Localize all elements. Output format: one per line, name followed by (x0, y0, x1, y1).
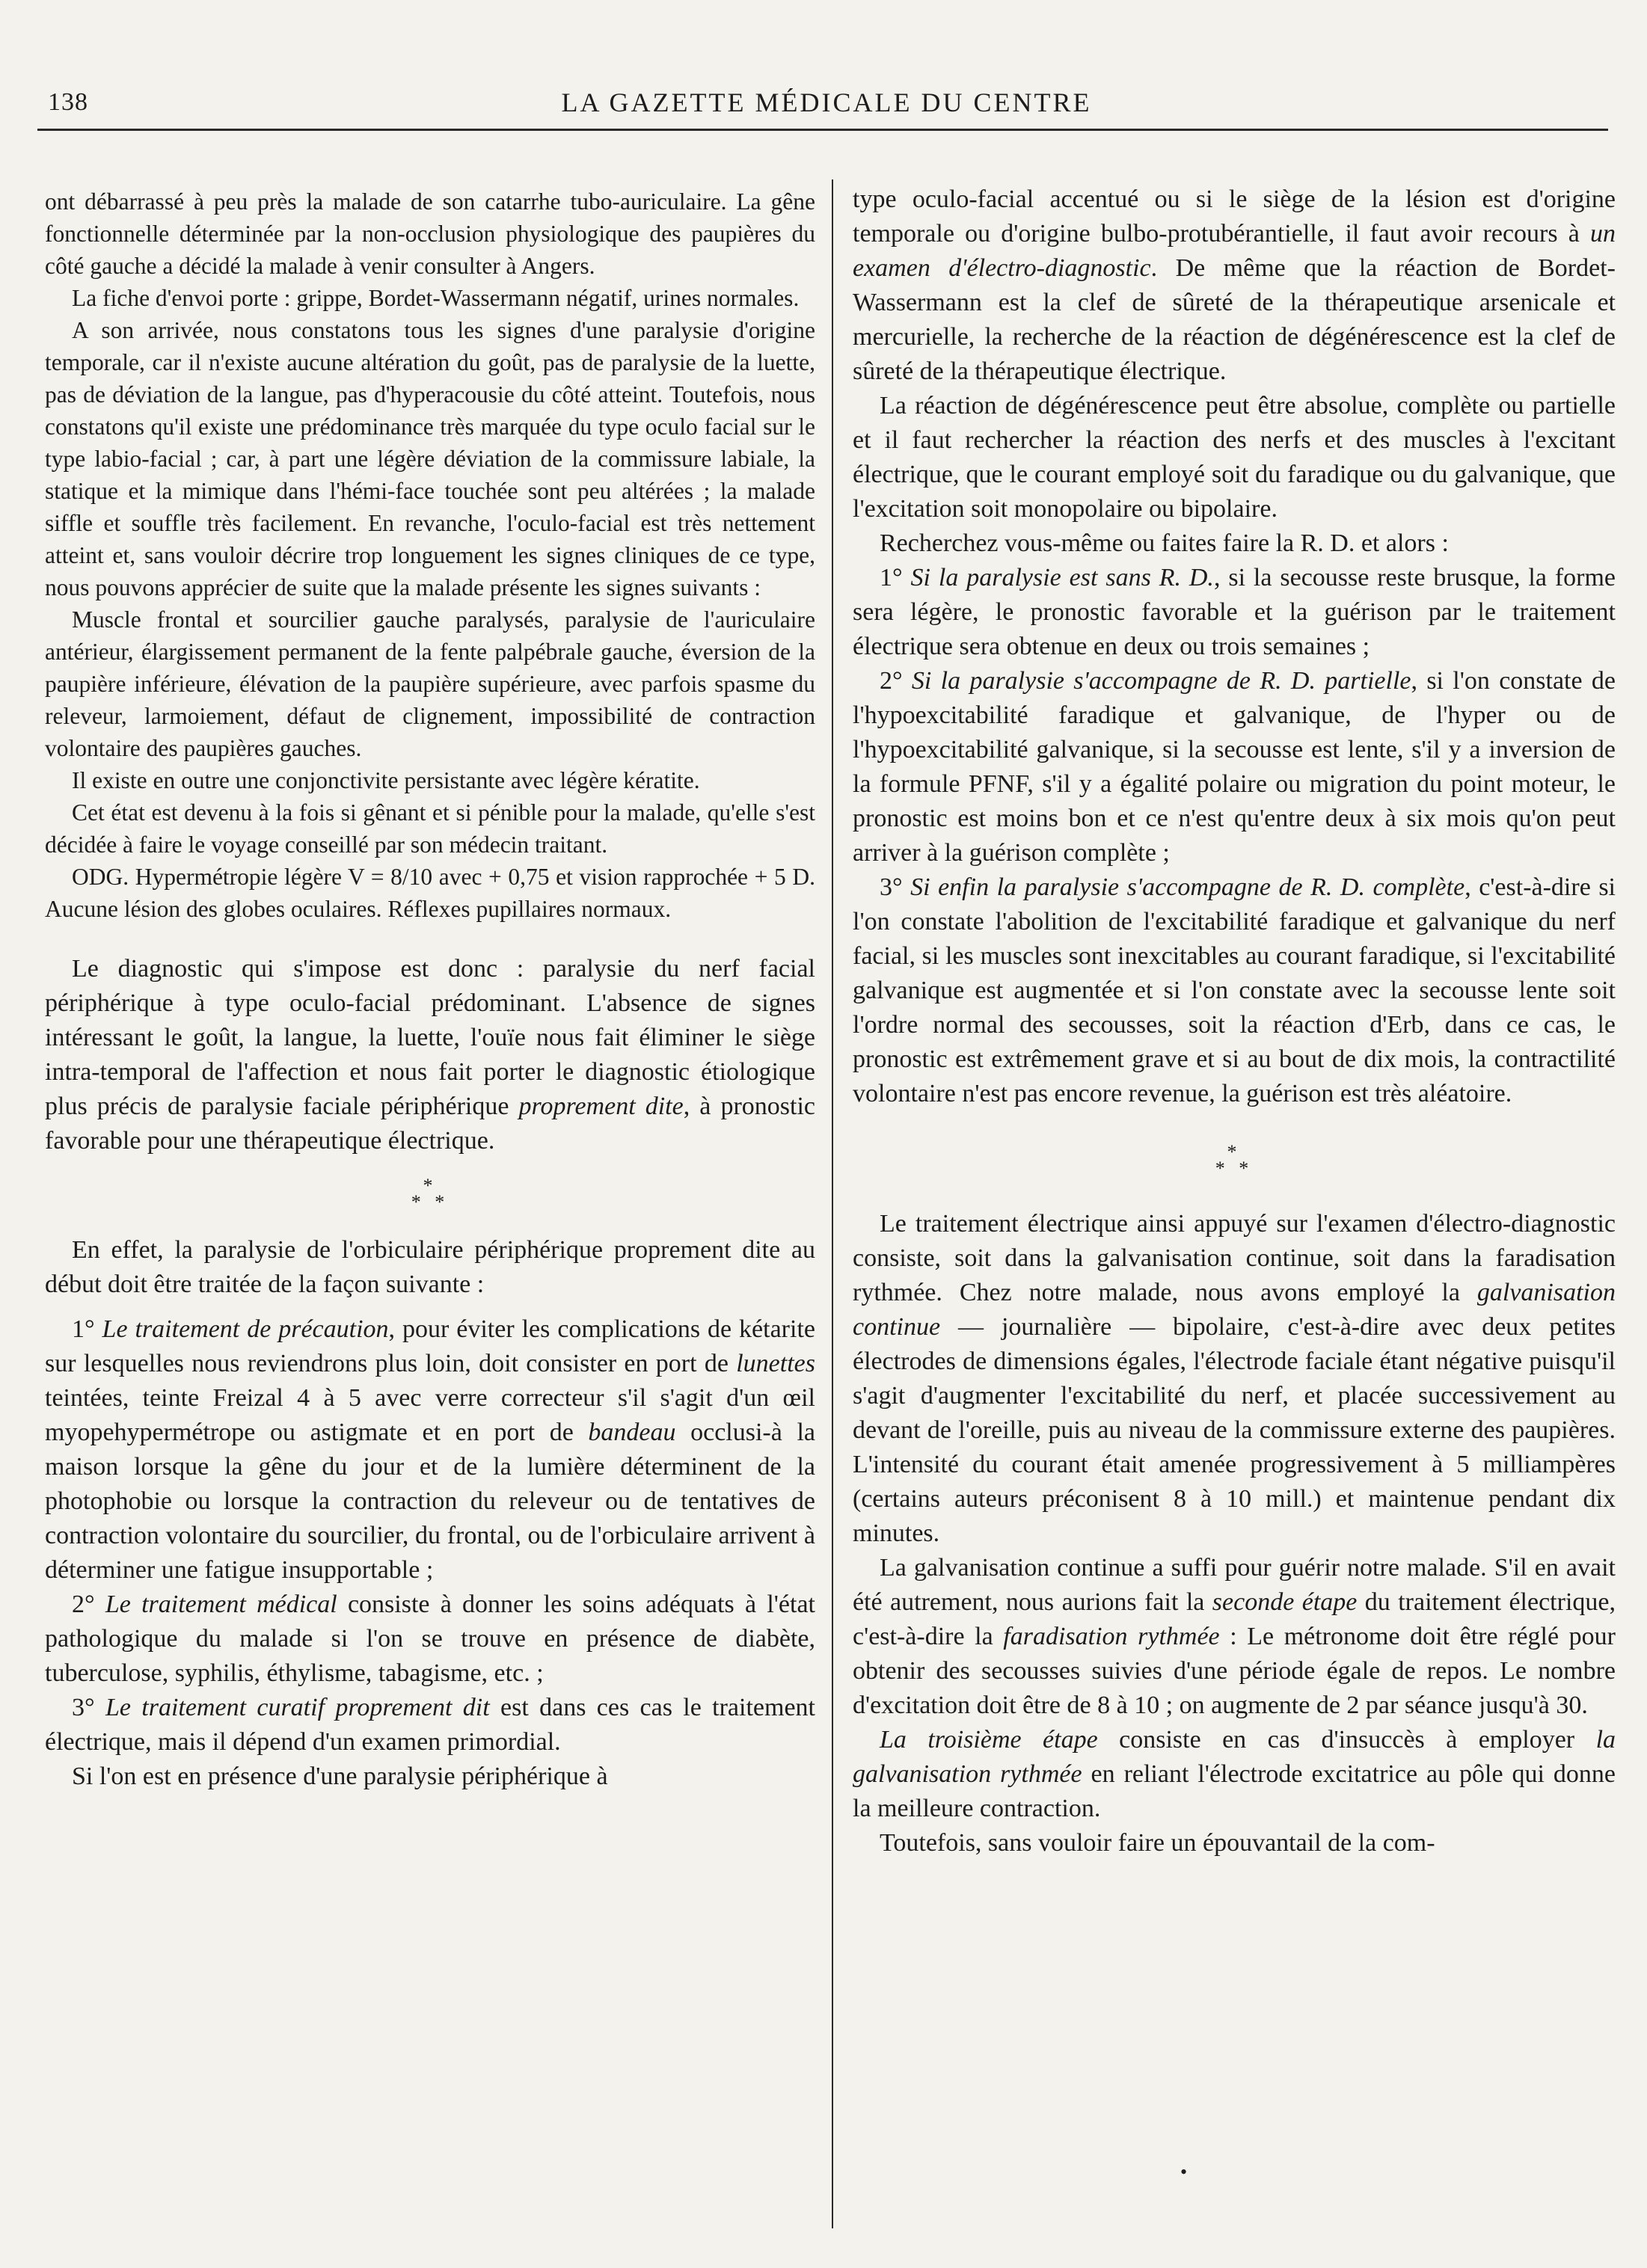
paragraph: En effet, la paralysie de l'orbiculaire périphérique proprement dite au début doit être traitée de la façon suivante : (45, 1236, 815, 1298)
paragraph: ODG. Hypermétropie légère V = 8/10 avec + 0,75 et vision rapprochée + 5 D. Aucune lésion des globes oculaires. Réflexes pupillaires normaux. (45, 864, 815, 922)
paragraph: Le diagnostic qui s'impose est donc : paralysie du nerf facial périphérique à type oculo-facial prédominant. L'absence de signes intéressant le goût, la langue, la luette, l'ouïe nous fait éliminer le siège intra-temporal de l'affection et nous fait porter le diagnostic étiologique plus précis de paralysie faciale périphérique proprement dite, à pronostic favorable pour une thérapeutique électrique. (45, 955, 815, 1155)
paragraph: La réaction de dégénérescence peut être absolue, complète ou partielle et il faut rechercher la réaction des nerfs et des muscles à l'excitant électrique, que le courant employé soit du faradique ou du galvanique, que l'excitation soit monopolaire ou bipolaire. (853, 392, 1616, 523)
left-column (45, 185, 815, 1794)
paragraph: 3° Le traitement curatif proprement dit est dans ces cas le traitement électrique, mais il dépend d'un examen primordial. (45, 1694, 815, 1756)
paragraph: type oculo-facial accentué ou si le siège de la lésion est d'origine temporale ou d'origine bulbo-protubérantielle, il faut avoir recours à un examen d'électro-diagnostic. De même que la réaction de Bordet-Wassermann est la clef de sûreté de la thérapeutique arsenicale et mercurielle, la recherche de la réaction de dégénérescence est la clef de sûreté de la thérapeutique électrique. (853, 185, 1616, 385)
paragraph: Muscle frontal et sourcilier gauche paralysés, paralysie de l'auriculaire antérieur, élargissement permanent de la fente palpébrale gauche, éversion de la paupière inférieure, élévation de la paupière supérieure, avec parfois spasme du releveur, larmoiement, défaut de clignement, impossibilité de contraction volontaire des paupières gauches. (45, 606, 815, 761)
page-header (45, 81, 1608, 126)
section-separator: * * * (1215, 1141, 1254, 1179)
paragraph: 1° Le traitement de précaution, pour éviter les complications de kétarite sur lesquelles nous reviendrons plus loin, doit consister en port de lunettes teintées, teinte Freizal 4 à 5 avec verre correcteur s'il s'agit d'un œil myopehypermétrope ou astigmate et en port de bandeau occlusi-à la maison lorsque la gêne du jour et de la lumière déterminent de la photophobie ou lorsque la contraction du releveur ou de tentatives de contraction volontaire du sourcilier, du frontal, ou de l'orbiculaire arrivent à déterminer une fatigue insupportable ; (45, 1315, 815, 1584)
column-divider (832, 179, 833, 2228)
running-title: LA GAZETTE MÉDICALE DU CENTRE (561, 87, 1092, 117)
header-rule (37, 129, 1608, 131)
paragraph: 3° Si enfin la paralysie s'accompagne de R. D. complète, c'est-à-dire si l'on constate l'abolition de l'excitabilité faradique et galvanique du nerf facial, si les muscles sont inexcitables au courant faradique, si l'excitabilité galvanique est augmentée et si l'on constate avec la secousse lente soit l'ordre normal des secousses, soit la réaction d'Erb, dans ce cas, le pronostic est extrêmement grave et si au bout de dix mois, la contractilité volontaire n'est pas encore revenue, la guérison est très aléatoire. (853, 873, 1616, 1107)
page-number: 138 (48, 88, 88, 116)
paragraph: 2° Le traitement médical consiste à donner les soins adéquats à l'état pathologique du malade si l'on se trouve en présence de diabète, tuberculose, syphilis, éthylisme, tabagisme, etc. ; (45, 1591, 815, 1687)
paragraph: Il existe en outre une conjonctivite persistante avec légère kératite. (72, 767, 700, 793)
paragraph: ont débarrassé à peu près la malade de son catarrhe tubo-auriculaire. La gêne fonctionnelle déterminée par la non-occlusion physiologique des paupières du côté gauche a décidé la malade à venir consulter à Angers. (45, 188, 815, 279)
paragraph: Si l'on est en présence d'une paralysie périphérique à (72, 1763, 608, 1790)
paragraph: Toutefois, sans vouloir faire un épouvantail de la com- (880, 1829, 1435, 1857)
paragraph: A son arrivée, nous constatons tous les signes d'une paralysie d'origine temporale, car il n'existe aucune altération du goût, pas de paralysie de la luette, pas de déviation de la langue, pas d'hyperacousie du côté atteint. Toutefois, nous constatons qu'il existe une prédominance très marquée du type oculo facial sur le type labio-facial ; car, à part une légère déviation de la commissure labiale, la statique et la mimique dans l'hémi-face touchée sont peu altérées ; la malade siffle et souffle très facilement. En revanche, l'oculo-facial est très nettement atteint et, sans vouloir décrire trop longuement les signes cliniques de ce type, nous pouvons apprécier de suite que la malade présente les signes suivants : (45, 317, 815, 600)
paragraph: La troisième étape consiste en cas d'insuccès à employer la galvanisation rythmée en reliant l'électrode excitatrice au pôle qui donne la meilleure contraction. (853, 1726, 1616, 1822)
section-separator: * * * (411, 1175, 450, 1213)
paragraph: La fiche d'envoi porte : grippe, Bordet-Wassermann négatif, urines normales. (72, 285, 800, 311)
paragraph: La galvanisation continue a suffi pour guérir notre malade. S'il en avait été autrement, nous aurions fait la seconde étape du traitement électrique, c'est-à-dire la faradisation rythmée : Le métronome doit être réglé pour obtenir des secousses suivies d'une période égale de repos. Le nombre d'excitation doit être de 8 à 10 ; on augmente de 2 par séance jusqu'à 30. (853, 1554, 1616, 1719)
right-column (853, 182, 1616, 1860)
paragraph: Le traitement électrique ainsi appuyé sur l'examen d'électro-diagnostic consiste, soit dans la galvanisation continue, soit dans la faradisation rythmée. Chez notre malade, nous avons employé la galvanisation continue — journalière — bipolaire, c'est-à-dire avec deux petites électrodes de dimensions égales, l'électrode faciale étant négative puisqu'il s'agit d'augmenter l'excitabilité du nerf, et placée successivement au devant de l'oreille, puis au niveau de la commissure externe des paupières. L'intensité du courant était amenée progressivement à 5 milliampères (certains auteurs préconisent 8 à 10 mill.) et maintenue pendant dix minutes. (853, 1210, 1616, 1547)
paragraph: 1° Si la paralysie est sans R. D., si la secousse reste brusque, la forme sera légère, le pronostic favorable et la guérison par le traitement électrique sera obtenue en deux ou trois semaines ; (853, 564, 1616, 660)
paragraph: Cet état est devenu à la fois si gênant et si pénible pour la malade, qu'elle s'est décidée à faire le voyage conseillé par son médecin traitant. (45, 799, 815, 858)
paragraph: 2° Si la paralysie s'accompagne de R. D. partielle, si l'on constate de l'hypoexcitabilité faradique et galvanique, de l'hyper ou de l'hypoexcitabilité galvanique, si la secousse est lente, s'il y a inversion de la formule PFNF, s'il y a égalité polaire ou migration du point moteur, le pronostic est moins bon et ce n'est qu'entre deux à six mois qu'on peut arriver à la guérison complète ; (853, 667, 1616, 867)
bottom-dot: • (1180, 2161, 1188, 2183)
paragraph: Recherchez vous-même ou faites faire la R. D. et alors : (880, 529, 1449, 557)
